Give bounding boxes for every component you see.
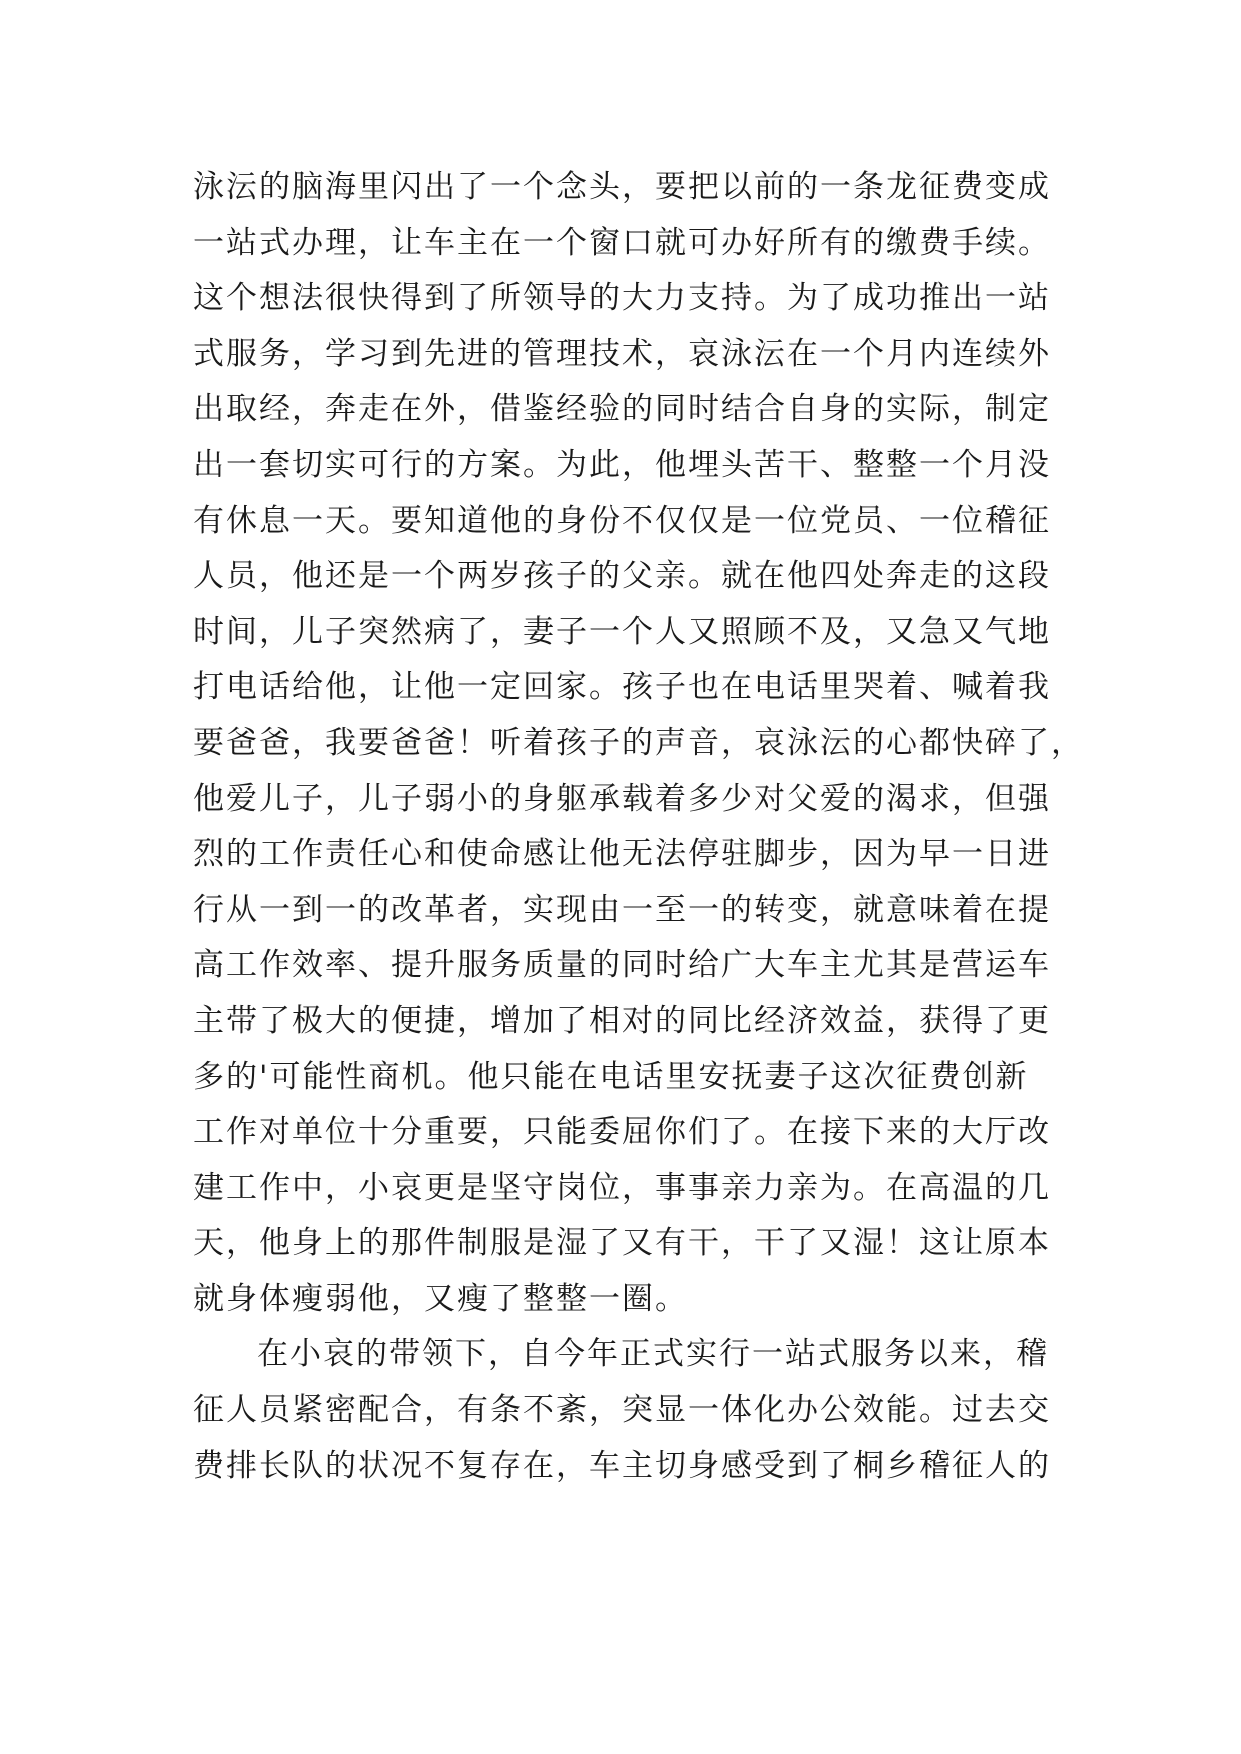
text-line: 行从一到一的改革者，实现由一至一的转变，就意味着在提 (193, 891, 1051, 928)
text-line: 工作对单位十分重要，只能委屈你们了。在接下来的大厅改 (193, 1114, 1051, 1151)
text-line: 多的'可能性商机。他只能在电话里安抚妻子这次征费创新 (193, 1058, 1029, 1095)
text-line: 打电话给他，让他一定回家。孩子也在电话里哭着、喊着我 (193, 669, 1051, 706)
text-line: 烈的工作责任心和使命感让他无法停驻脚步，因为早一日进 (193, 836, 1051, 873)
text-line: 出取经，奔走在外，借鉴经验的同时结合自身的实际，制定 (193, 391, 1051, 428)
text-line: 出一套切实可行的方案。为此，他埋头苦干、整整一个月没 (193, 446, 1051, 483)
text-line: 费排长队的状况不复存在，车主切身感受到了桐乡稽征人的 (193, 1447, 1051, 1484)
text-line: 他爱儿子，儿子弱小的身躯承载着多少对父爱的渴求，但强 (193, 780, 1051, 817)
text-line: 有休息一天。要知道他的身份不仅仅是一位党员、一位稽征 (193, 502, 1051, 539)
text-line: 高工作效率、提升服务质量的同时给广大车主尤其是营运车 (193, 947, 1051, 984)
text-line: 要爸爸，我要爸爸！听着孩子的声音，哀泳沄的心都快碎了， (193, 724, 1084, 761)
text-line: 泳沄的脑海里闪出了一个念头，要把以前的一条龙征费变成 (193, 169, 1051, 205)
paragraph-start-line: 在小哀的带领下，自今年正式实行一站式服务以来，稽 (257, 1336, 1049, 1373)
body-text (193, 160, 1084, 1494)
text-line: 建工作中，小哀更是坚守岗位，事事亲力亲为。在高温的几 (193, 1169, 1051, 1206)
text-line: 式服务，学习到先进的管理技术，哀泳沄在一个月内连续外 (193, 335, 1051, 372)
text-line: 时间，儿子突然病了，妻子一个人又照顾不及，又急又气地 (193, 613, 1051, 650)
text-line: 人员，他还是一个两岁孩子的父亲。就在他四处奔走的这段 (193, 558, 1051, 595)
text-line: 一站式办理，让车主在一个窗口就可办好所有的缴费手续。 (193, 224, 1051, 261)
text-line: 征人员紧密配合，有条不紊，突显一体化办公效能。过去交 (193, 1392, 1051, 1429)
text-line: 就身体瘦弱他，又瘦了整整一圈。 (193, 1280, 688, 1317)
text-line: 这个想法很快得到了所领导的大力支持。为了成功推出一站 (193, 280, 1051, 317)
text-line: 天，他身上的那件制服是湿了又有干，干了又湿！这让原本 (193, 1225, 1051, 1262)
text-line: 主带了极大的便捷，增加了相对的同比经济效益，获得了更 (193, 1002, 1051, 1039)
